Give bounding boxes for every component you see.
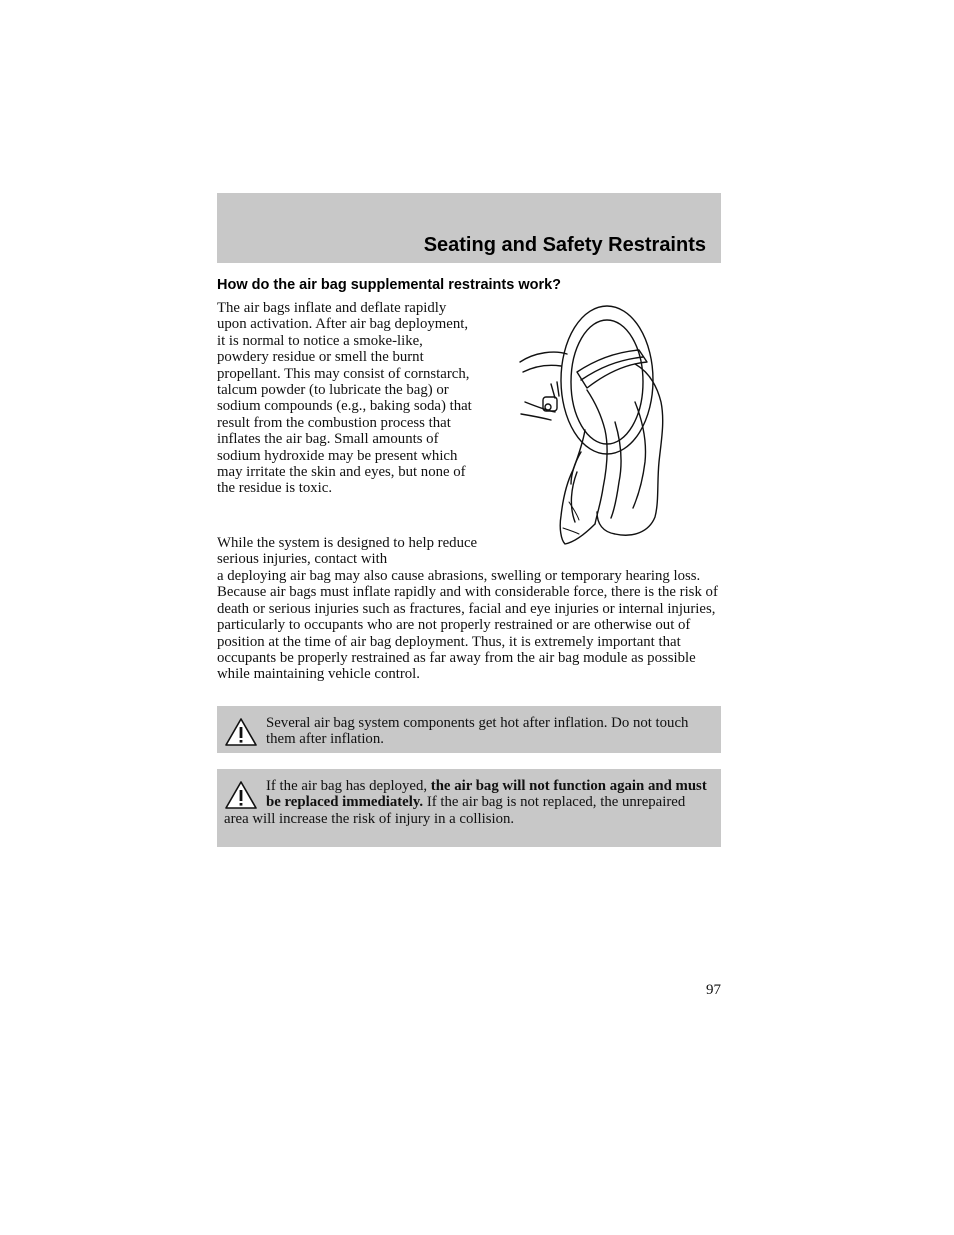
paragraph-injury-intro: While the system is designed to help reduce serious injuries, contact with <box>217 535 478 568</box>
page-number: 97 <box>706 982 721 998</box>
warning-text-replace-airbag <box>224 778 713 827</box>
paragraph-residue: The air bags inflate and deflate rapidly upon activation. After air bag deployment, it is normal to notice a smoke-like, powdery residue or smell the burnt propellant. This may consist of cornstarch, talcum powder (to lubricate the bag) or sodium compounds (e.g., baking soda) that result from the combustion process that inflates the air bag. Small amounts of sodium hydroxide may be present which may irritate the skin and eyes, but none of the residue is toxic. <box>217 300 472 497</box>
warning-text-pre: If the air bag has deployed, <box>266 778 431 794</box>
section-header-band <box>217 193 721 263</box>
airbag-illustration <box>515 302 675 550</box>
warning-box-hot-components <box>217 706 721 753</box>
warning-box-replace-airbag <box>217 769 721 847</box>
warning-triangle-icon <box>224 717 258 747</box>
subheading: How do the air bag supplemental restraints work? <box>217 277 562 293</box>
paragraph-injury-risks: a deploying air bag may also cause abrasions, swelling or temporary hearing loss. Because air bags must inflate rapidly and with considerable force, there is the risk of death or serious injuries such as fractures, facial and eye injuries or internal injuries, particularly to occupants who are not properly restrained or are otherwise out of position at the time of air bag deployment. Thus, it is extremely important that occupants be properly restrained as far away from the air bag module as possible while maintaining vehicle control. <box>217 568 718 683</box>
warning-text-post: If the air bag is not replaced, the unrepaired area will increase the risk of injury in a collision. <box>224 794 686 827</box>
section-title: Seating and Safety Restraints <box>423 234 706 256</box>
warning-text-bold: the air bag will not function again and must be replaced immediately. <box>266 778 707 811</box>
warning-triangle-icon <box>224 780 258 810</box>
warning-text-hot-components: Several air bag system components get hot after inflation. Do not touch them after inflation. <box>266 715 689 748</box>
